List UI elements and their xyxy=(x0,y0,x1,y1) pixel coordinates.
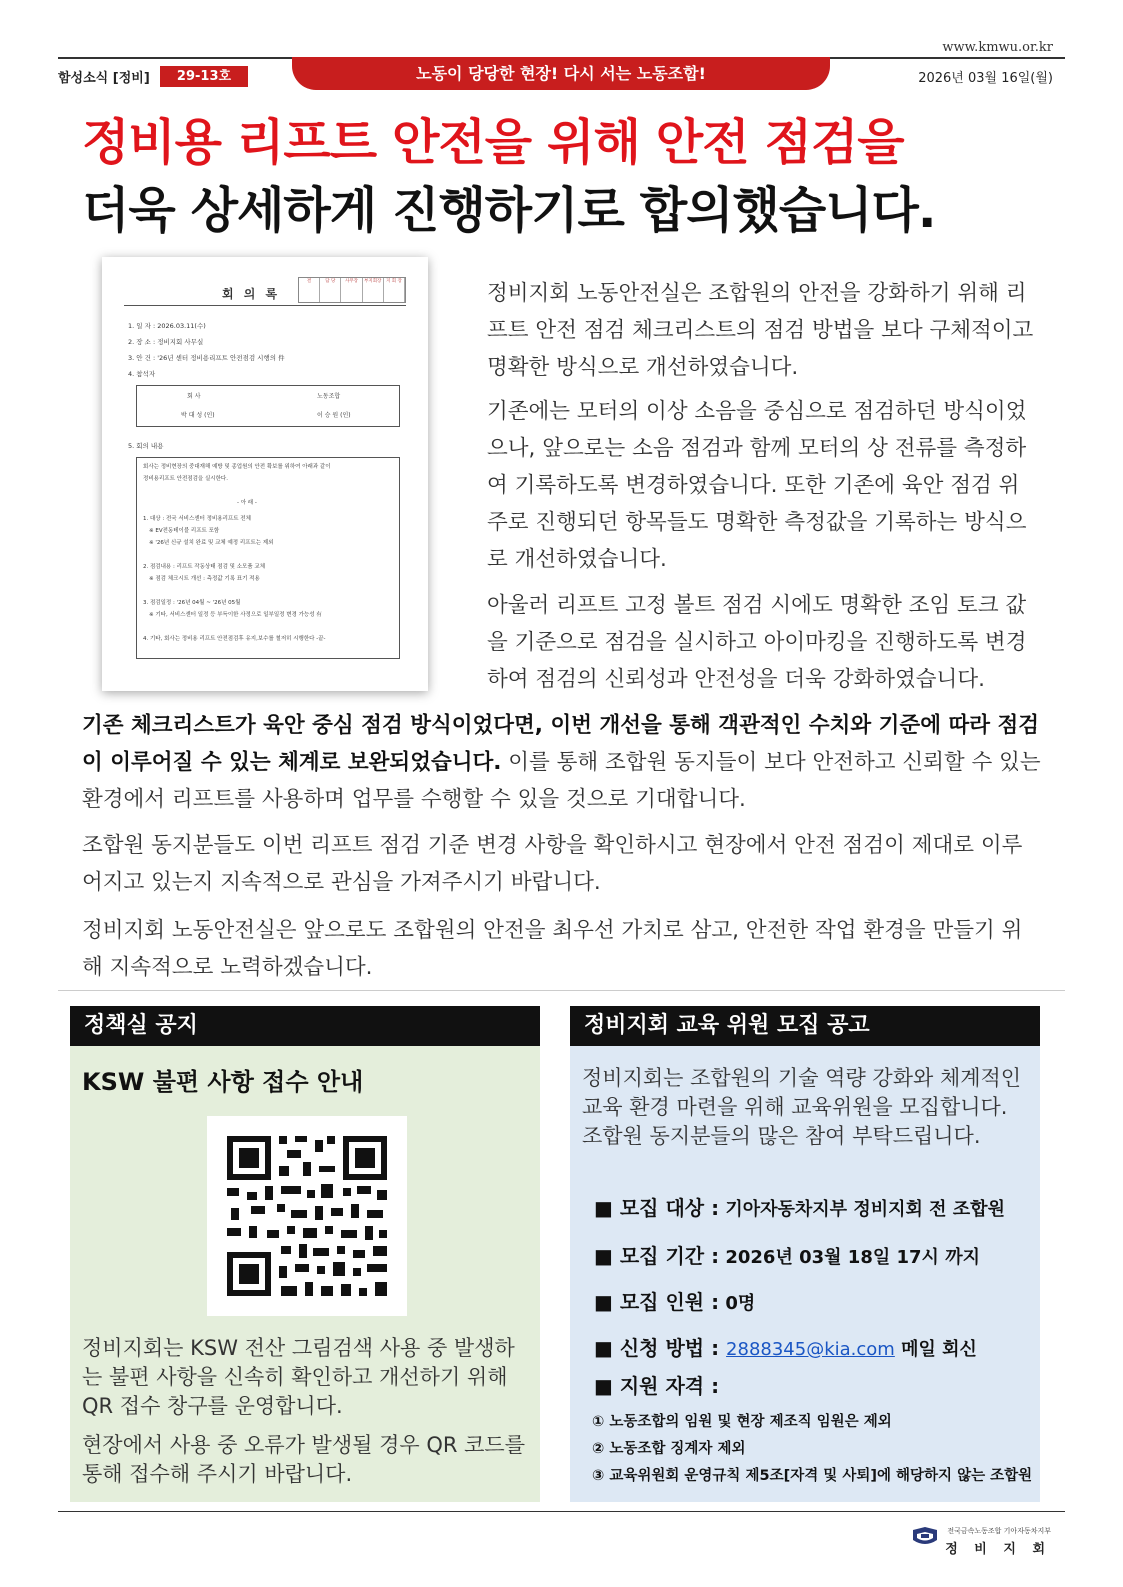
approval-stamp-box xyxy=(298,277,406,303)
attendees-table xyxy=(136,385,400,427)
qualification-item: ② 노동조합 징계자 제외 xyxy=(592,1441,746,1457)
minutes-attendees-label: 4. 참석자 xyxy=(128,370,156,378)
footer-branch-name: 정 비 지 회 xyxy=(945,1542,1051,1557)
footer-org-name: 전국금속노동조합 기아자동차지부 xyxy=(947,1527,1051,1535)
section-divider xyxy=(58,990,1065,991)
article-paragraph-1: 정비지회 노동안전실은 조합원의 안전을 강화하기 위해 리프트 안전 점검 체크리스트의 점검 방법을 보다 구체적이고 명확한 방식으로 개선하였습니다. xyxy=(487,281,1034,380)
policy-notice-subheading: KSW 불편 사항 접수 안내 xyxy=(82,1068,364,1096)
minutes-line: ※ EV전동테이블 리프트 포함 xyxy=(149,528,220,534)
meeting-minutes-image xyxy=(102,257,428,691)
article-paragraph-5: 조합원 동지분들도 이번 리프트 점검 기준 변경 사항을 확인하시고 현장에서 안전 점검이 제대로 이루어지고 있는지 지속적으로 관심을 가져주시기 바랍니다. xyxy=(82,833,1023,895)
article-paragraph-2: 기존에는 모터의 이상 소음을 중심으로 점검하던 방식이었으나, 앞으로는 소음 점검과 함께 모터의 상 전류를 측정하여 기록하도록 변경하였습니다. 또한 기존에 육안 점검 위주로 진행되던 항목들도 명확한 측정값을 기록하는 방식으로 개선하였습니다. xyxy=(487,399,1027,572)
recruit-period-label: ■ 모집 기간 : xyxy=(594,1244,720,1268)
minutes-agenda: 3. 안 건 : '26년 센터 정비용리프트 안전점검 시행의 件 xyxy=(128,354,285,362)
recruit-target-value: 기아자동차지부 정비지회 전 조합원 xyxy=(719,1199,1005,1220)
article-emphasis: 기존 체크리스트가 육안 중심 점검 방식이었다면, 이번 개선을 통해 객관적인 수치와 기준에 따라 점검이 이루어질 수 있는 체계로 보완되었습니다. xyxy=(82,713,1040,775)
recruit-count xyxy=(594,1286,755,1315)
recruit-count-value: 0명 xyxy=(719,1293,756,1314)
minutes-line: 회사는 정비현장의 중대재해 예방 및 종업원의 안전 확보를 위하여 아래과 같이 xyxy=(143,464,331,470)
minutes-line: 정비용리프트 안전점검을 실시한다. xyxy=(143,476,228,482)
minutes-content-box xyxy=(136,457,400,659)
newsletter-name: 함성소식 [정비] xyxy=(58,71,150,86)
company-rep: 박 대 성 (인) xyxy=(181,412,215,419)
recruit-notice-heading: 정비지회 교육 위원 모집 공고 xyxy=(570,1006,1040,1046)
recruit-intro: 정비지회는 조합원의 기술 역량 강화와 체계적인 교육 환경 마련을 위해 교육위원을 모집합니다. 조합원 동지분들의 많은 참여 부탁드립니다. xyxy=(582,1066,1022,1148)
company-label: 회 사 xyxy=(187,393,201,400)
minutes-line: 1. 대상 : 전국 서비스센터 정비용리프트 전체 xyxy=(143,516,251,522)
issue-number-badge: 29-13호 xyxy=(160,66,248,87)
recruit-apply-label: ■ 신청 방법 : xyxy=(594,1336,720,1360)
recruit-count-label: ■ 모집 인원 : xyxy=(594,1290,720,1314)
website-url[interactable]: www.kmwu.or.kr xyxy=(942,40,1053,55)
stamp-label: 부지회장 xyxy=(363,278,384,302)
minutes-place: 2. 장 소 : 정비지회 사무실 xyxy=(128,338,204,346)
recruit-apply xyxy=(594,1332,977,1361)
policy-notice-heading: 정책실 공지 xyxy=(70,1006,540,1046)
minutes-line: 4. 기타, 회사는 정비용 리프트 안전점검후 유지,보수를 철저히 시행한다 -끝- xyxy=(143,636,326,642)
policy-notice-panel xyxy=(70,1006,540,1502)
stamp-label: 담 당 xyxy=(320,278,341,302)
recruit-target xyxy=(594,1192,1005,1221)
headline-line-2: 더욱 상세하게 진행하기로 합의했습니다. xyxy=(82,182,936,239)
minutes-line: ※ 기타, 서비스센터 일정 등 부득이한 사정으로 일부일정 변경 가능성 有 xyxy=(149,612,322,618)
minutes-divider xyxy=(124,305,406,306)
union-logo-icon xyxy=(912,1526,938,1548)
article-paragraph-3: 아울러 리프트 고정 볼트 점검 시에도 명확한 조임 토크 값을 기준으로 점검을 실시하고 아이마킹을 진행하도록 변경하여 점검의 신뢰성과 안전성을 더욱 강화하였습니다. xyxy=(487,593,1027,692)
footer-divider xyxy=(58,1511,1065,1512)
article-paragraph-4 xyxy=(82,707,1042,818)
article-paragraph-4-rest: 이를 통해 조합원 동지들이 보다 안전하고 신뢰할 수 있는 환경에서 리프트를 사용하며 업무를 수행할 수 있을 것으로 기대합니다. xyxy=(82,750,1041,812)
minutes-line: 3. 점검일정 : '26년 04월 ~ '26년 05월 xyxy=(143,600,241,606)
recruit-target-label: ■ 모집 대상 : xyxy=(594,1196,720,1220)
article-paragraph-6: 정비지회 노동안전실은 앞으로도 조합원의 안전을 최우선 가치로 삼고, 안전한 작업 환경을 만들기 위해 지속적으로 노력하겠습니다. xyxy=(82,918,1023,980)
qualification-item: ① 노동조합의 임원 및 현장 제조직 임원은 제외 xyxy=(592,1414,892,1430)
minutes-date: 1. 일 자 : 2026.03.11(수) xyxy=(128,322,206,330)
recruit-qualification-label: ■ 지원 자격 : xyxy=(594,1374,720,1398)
recruit-period xyxy=(594,1240,980,1269)
slogan-banner: 노동이 당당한 현장! 다시 서는 노동조합! xyxy=(292,57,830,90)
minutes-line: 2. 점검내용 : 리프트 작동상태 점검 및 소모품 교체 xyxy=(143,564,266,570)
stamp-label: 결 xyxy=(299,278,320,302)
minutes-title: 회 의 록 xyxy=(222,287,281,301)
minutes-line: ※ 점검 체크시트 개선 : 측정값 기록 표기 적용 xyxy=(149,576,260,582)
apply-suffix: 메일 회신 xyxy=(894,1339,977,1360)
headline-line-1: 정비용 리프트 안전을 위해 안전 점검을 xyxy=(82,114,904,171)
issue-date: 2026년 03월 16일(월) xyxy=(918,71,1053,86)
qualification-item: ③ 교육위원회 운영규칙 제5조[자격 및 사퇴]에 해당하지 않는 조합원 xyxy=(592,1468,1033,1484)
minutes-line: - 아 래 - xyxy=(237,500,257,506)
apply-email-link[interactable]: 2888345@kia.com xyxy=(726,1339,895,1360)
recruit-period-value: 2026년 03월 18일 17시 까지 xyxy=(719,1247,980,1268)
qr-code-icon xyxy=(207,1116,407,1316)
stamp-label: 지 회 장 xyxy=(384,278,405,302)
minutes-content-label: 5. 회의 내용 xyxy=(128,442,164,450)
union-label: 노동조합 xyxy=(317,393,341,400)
stamp-label: 사무장 xyxy=(341,278,362,302)
policy-notice-text-2: 현장에서 사용 중 오류가 발생될 경우 QR 코드를 통해 접수해 주시기 바랍니다. xyxy=(82,1433,525,1486)
recruit-notice-panel xyxy=(570,1006,1040,1502)
qr-code[interactable] xyxy=(207,1116,407,1316)
policy-notice-text-1: 정비지회는 KSW 전산 그림검색 사용 중 발생하는 불편 사항을 신속히 확인하고 개선하기 위해 QR 접수 창구를 운영합니다. xyxy=(82,1336,515,1418)
union-rep: 이 승 원 (인) xyxy=(317,412,351,419)
minutes-line: ※ '26년 신규 설치 완료 및 교체 예정 리프트는 제외 xyxy=(149,540,274,546)
